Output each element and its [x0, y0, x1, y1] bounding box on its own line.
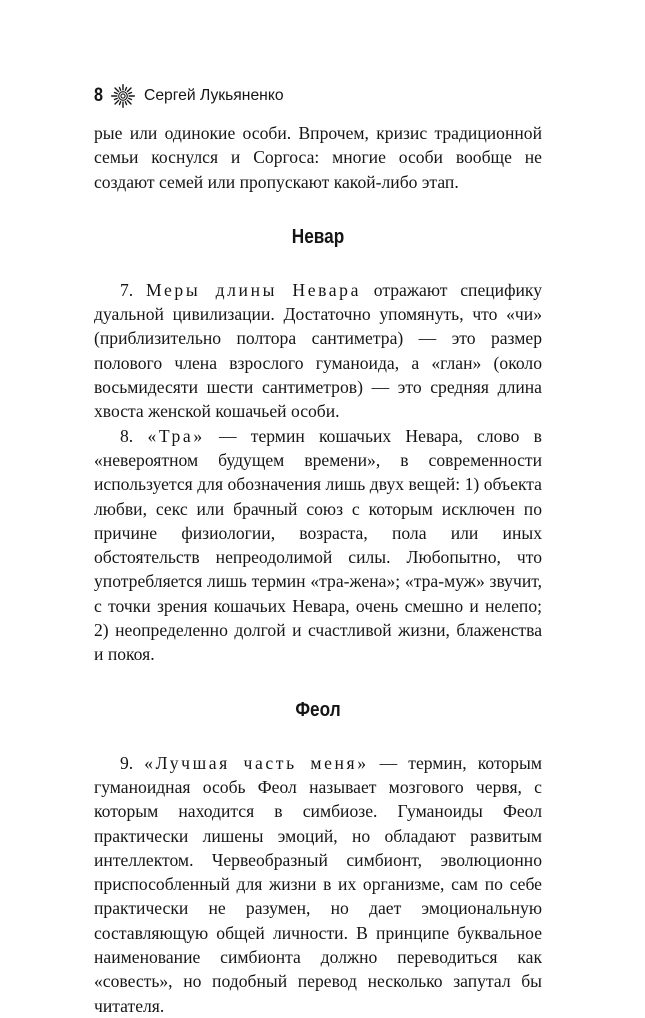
body-text	[94, 121, 542, 1018]
item-9-number: 9.	[120, 752, 134, 773]
section-heading-feol: Феол	[295, 698, 341, 721]
paragraph-item-8	[94, 424, 542, 667]
page-number: 8	[94, 85, 103, 106]
item-9-term: «Лучшая часть меня»	[144, 752, 369, 773]
item-8-term: «Тра»	[147, 425, 205, 446]
item-9-text: — термин, которым гуманоидная особь Феол называет мозгового червя, с которым находится в симбиозе. Гуманоиды Феол практически лишены эмоций, но обладают развитым интеллектом. Червеобразный симбионт, эволюционно приспособленный для жизни в их организме, сам по себе практически не разумен, но дает эмоциональную составляющую общей личности. В принципе буквальное наименование симбионта должно переводиться как «совесть», но подобный перевод несколько запутал бы читателя.	[94, 752, 542, 1016]
item-8-text: — термин кошачьих Невара, слово в «невероятном будущем времени», в современности используется для обозначения лишь двух вещей: 1) объекта любви, секс или брачный союз с которым исключен по причине физиологии, возраста, пола или иных обстоятельств непреодолимой силы. Любопытно, что употребляется лишь термин «тра-жена»; «тра-муж» звучит, с точки зрения кошачьих Невара, очень смешно и нелепо; 2) неопределенно долгой и счастливой жизни, блаженства и покоя.	[94, 425, 542, 665]
item-8-number: 8.	[120, 425, 134, 446]
section-heading-nevar: Невар	[291, 225, 345, 248]
item-7-text: отражают специфику дуальной цивилизации. Достаточно упомянуть, что «чи» (приблизительно полтора сантиметра) — это размер полового члена взрослого гуманоида, а «глан» (около восьмидесяти шести сантиметров) — это средняя длина хвоста женской кошачьей особи.	[94, 279, 542, 422]
intro-paragraph: рые или одинокие особи. Впрочем, кризис традиционной семьи коснулся и Соргоса: многие особи вообще не создают семей или пропускают какой-либо этап.	[94, 123, 542, 192]
paragraph-item-9	[94, 751, 542, 1018]
running-header	[94, 84, 286, 108]
item-7-term: Меры длины Невара	[146, 279, 361, 300]
author-name: Сергей Лукьяненко	[144, 87, 284, 104]
paragraph-item-7	[94, 278, 542, 424]
item-7-number: 7.	[120, 279, 134, 300]
sun-ornament-icon	[111, 84, 135, 108]
